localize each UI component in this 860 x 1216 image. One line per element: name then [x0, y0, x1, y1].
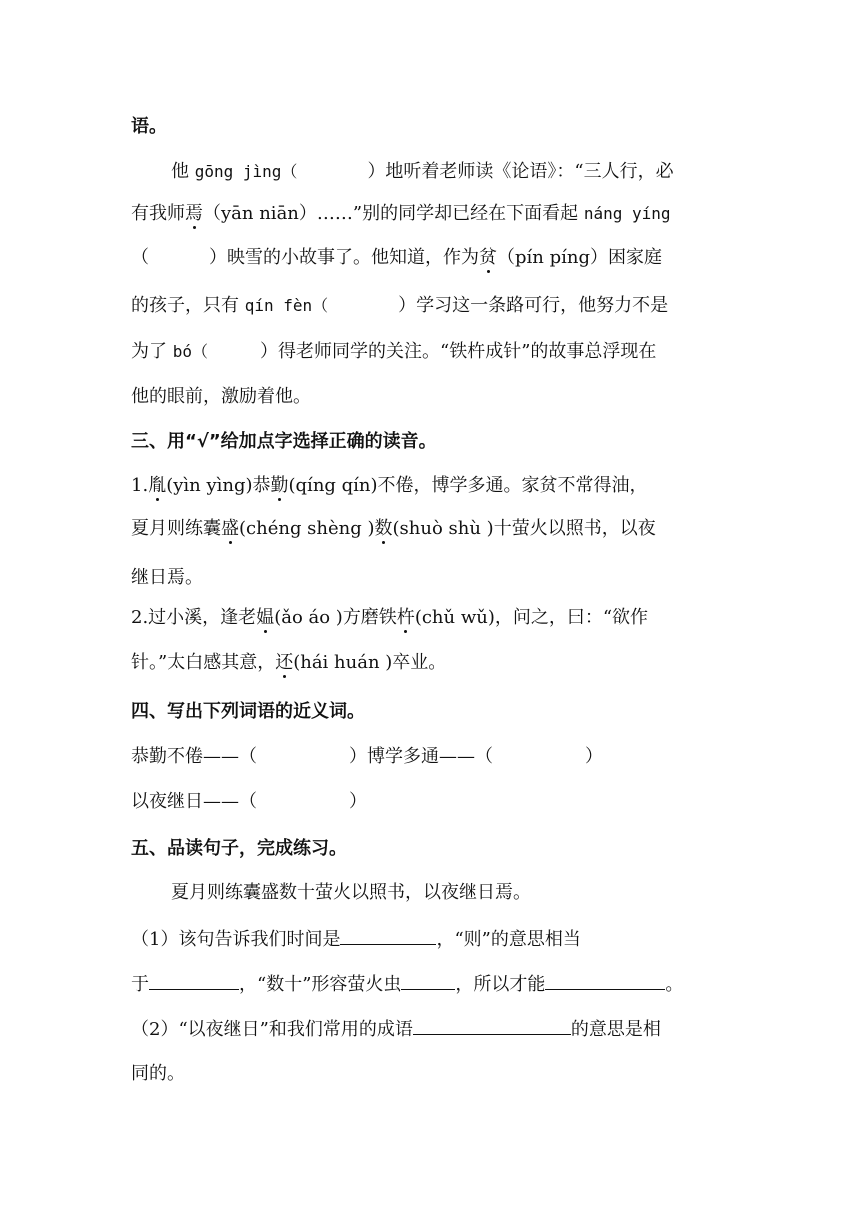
question-5-1-line-1: （1）该句告诉我们时间是 ，“则”的意思相当 — [131, 926, 581, 952]
question-3-1-line-3: 继日焉。 — [131, 567, 203, 588]
dotted-char: 杵 — [396, 607, 415, 628]
passage-line-6: 他的眼前，激励着他。 — [131, 386, 311, 407]
dotted-char: 勤 — [270, 475, 289, 496]
synonym-row-2: 以夜继日——（ ） — [131, 791, 367, 812]
dotted-char: 焉 — [185, 203, 203, 224]
dotted-char: 盛 — [221, 518, 239, 539]
question-5-2-line-2: 同的。 — [131, 1063, 185, 1084]
dotted-char: 媪 — [256, 607, 275, 628]
answer-blank[interactable] — [413, 1016, 571, 1035]
dotted-char: 贫 — [479, 247, 497, 268]
question-3-2-line-1: 2.过小溪，逢老媪(ǎo áo )方磨铁杵(chǔ wǔ)，问之，曰：“欲作 — [131, 607, 649, 628]
question-5-1-line-2: 于 ，“数十”形容萤火虫 ，所以才能 。 — [131, 971, 683, 997]
question-5-2-line-1: （2）“以夜继日”和我们常用的成语 的意思是相 — [131, 1016, 661, 1042]
synonym-row-1: 恭勤不倦——（ ）博学多通——（ ） — [131, 746, 603, 767]
quoted-sentence: 夏月则练囊盛数十萤火以照书，以夜继日焉。 — [171, 882, 531, 903]
passage-line-5: 为了 bó（ ）得老师同学的关注。“铁杵成针”的故事总浮现在 — [131, 341, 657, 362]
answer-blank[interactable] — [401, 971, 455, 990]
answer-blank[interactable] — [545, 971, 665, 990]
question-3-2-line-2: 针。”太白感其意，还(hái huán )卒业。 — [131, 652, 447, 673]
answer-blank[interactable] — [340, 926, 436, 945]
passage-line-2: 有我师焉（yān niān）……”别的同学却已经在下面看起 náng yíng — [131, 203, 671, 224]
paragraph-end-text: 语。 — [131, 116, 167, 137]
passage-line-3: （ ）映雪的小故事了。他知道，作为贫（pín píng）困家庭 — [131, 247, 662, 268]
dotted-char: 胤 — [148, 475, 167, 496]
question-3-1-line-1: 1.胤(yìn yìng)恭勤(qíng qín)不倦，博学多通。家贫不常得油， — [131, 475, 648, 496]
answer-blank[interactable] — [149, 971, 239, 990]
dotted-char: 还 — [275, 652, 294, 673]
section-3-title: 三、用“√”给加点字选择正确的读音。 — [131, 431, 437, 452]
passage-line-1: 他 gōng jìng（ ）地听着老师读《论语》：“三人行，必 — [171, 161, 674, 182]
question-3-1-line-2: 夏月则练囊盛(chéng shèng )数(shuò shù )十萤火以照书，以夜 — [131, 518, 656, 539]
section-4-title: 四、写出下列词语的近义词。 — [131, 701, 365, 722]
section-5-title: 五、品读句子，完成练习。 — [131, 838, 347, 859]
dotted-char: 数 — [374, 518, 393, 539]
passage-line-4: 的孩子，只有 qín fèn（ ）学习这一条路可行，他努力不是 — [131, 295, 669, 316]
